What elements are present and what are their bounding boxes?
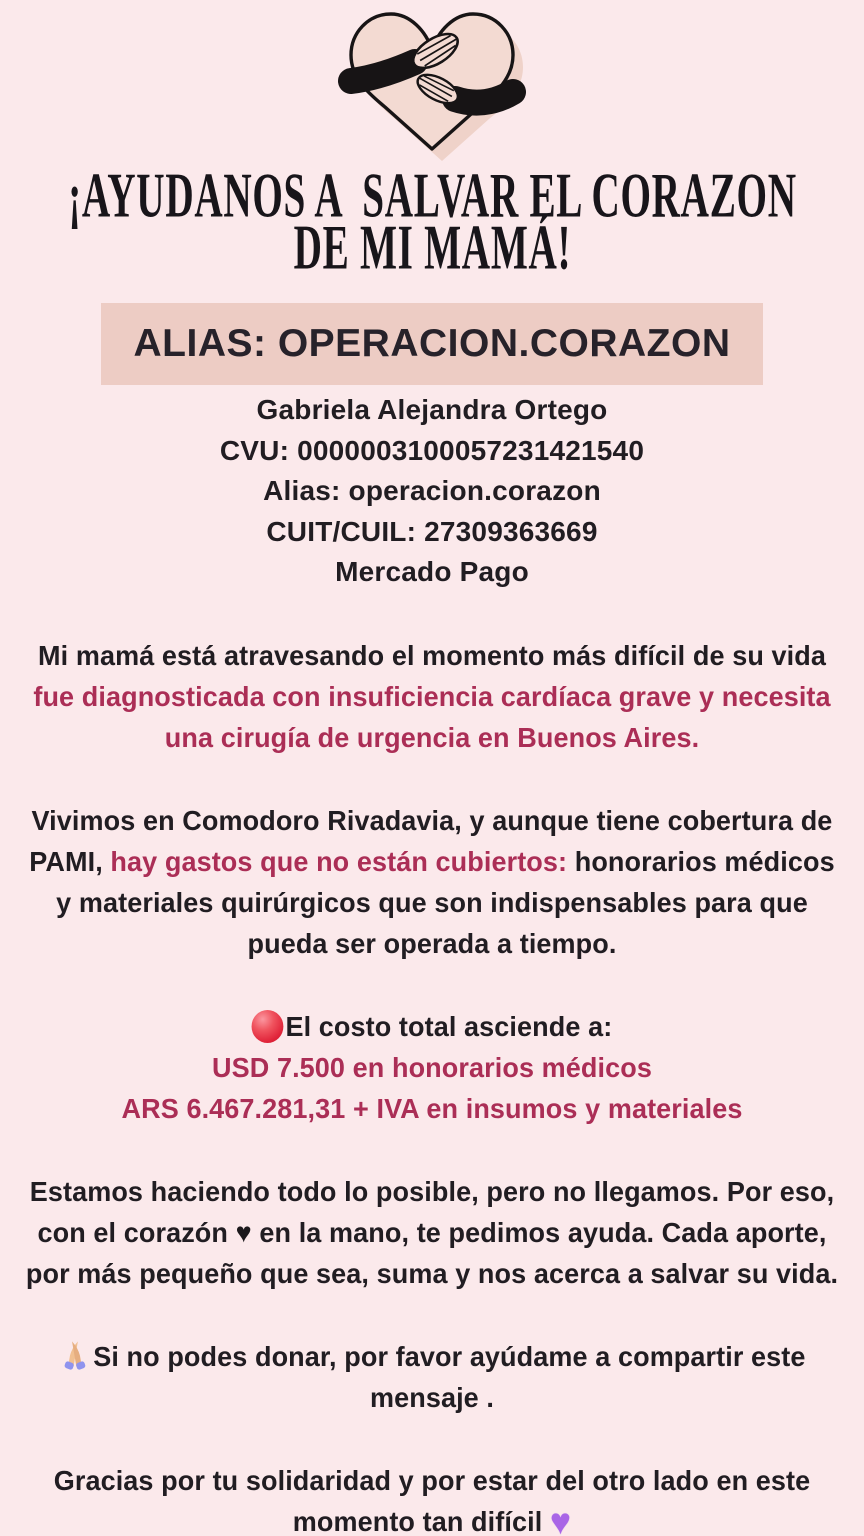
coverage-paragraph xyxy=(21,800,843,964)
appeal-text-1: Estamos haciendo todo lo posible, pero no llegamos. Por eso, con el corazón xyxy=(29,1175,835,1248)
payment-details xyxy=(220,390,644,593)
black-heart-icon: ♥ xyxy=(235,1216,252,1248)
coverage-text-crimson: hay gastos que no están cubiertos: xyxy=(110,845,568,877)
diagnosis-paragraph xyxy=(21,635,843,758)
beneficiary-name: Gabriela Alejandra Ortego xyxy=(256,394,608,425)
alias-banner-text: ALIAS: OPERACION.CORAZON xyxy=(133,322,731,365)
share-paragraph xyxy=(21,1336,843,1418)
costs-heading: El costo total asciende a: xyxy=(285,1010,613,1042)
diagnosis-text-black: Mi mamá está atravesando el momento más difícil de su vida xyxy=(38,639,826,671)
payment-alias: Alias: operacion.corazon xyxy=(263,475,601,506)
purple-heart-emoji: ♥ xyxy=(549,1500,572,1536)
cuit-number: CUIT/CUIL: 27309363669 xyxy=(266,515,598,547)
thanks-text: Gracias por tu solidaridad y por estar del otro lado en este momento tan difícil xyxy=(53,1464,811,1536)
appeal-paragraph xyxy=(21,1171,843,1294)
title-line-2: DE MI MAMÁ! xyxy=(293,212,571,283)
right-arm-sleeve xyxy=(455,92,513,103)
page-title xyxy=(67,160,797,292)
costs-heading-line xyxy=(21,1006,843,1047)
heart-hug-illustration xyxy=(325,0,539,162)
costs-block xyxy=(21,1006,843,1129)
red-circle-emoji xyxy=(252,1010,284,1043)
appeal-text-2: en la mano, te pedimos ayuda. Cada aporte, por más pequeño que sea, suma y nos acerca a salvar su vida. xyxy=(25,1216,839,1289)
thanks-paragraph xyxy=(21,1460,843,1536)
coverage-text-1: Vivimos en Comodoro Rivadavia, y aunque tiene cobertura de PAMI, xyxy=(29,804,833,877)
alias-banner xyxy=(101,303,763,385)
costs-ars: ARS 6.467.281,31 + IVA en insumos y materiales xyxy=(121,1092,743,1124)
coverage-text-2: honorarios médicos y materiales quirúrgicos que son indispensables para que pueda ser operada a tiempo. xyxy=(56,845,835,959)
diagnosis-text-crimson: fue diagnosticada con insuficiencia cardíaca grave y necesita una cirugía de urgencia en Buenos Aires. xyxy=(33,680,831,753)
share-text: Si no podes donar, por favor ayúdame a compartir este mensaje . xyxy=(93,1340,806,1413)
title-line-1: ¡AYUDANOS A SALVAR EL CORAZON xyxy=(67,160,797,232)
costs-usd: USD 7.500 en honorarios médicos xyxy=(212,1051,652,1083)
praying-hands-emoji xyxy=(58,1339,91,1372)
cvu-number: CVU: 0000003100057231421540 xyxy=(219,434,645,466)
title-block xyxy=(0,160,864,283)
payment-platform: Mercado Pago xyxy=(335,556,529,587)
